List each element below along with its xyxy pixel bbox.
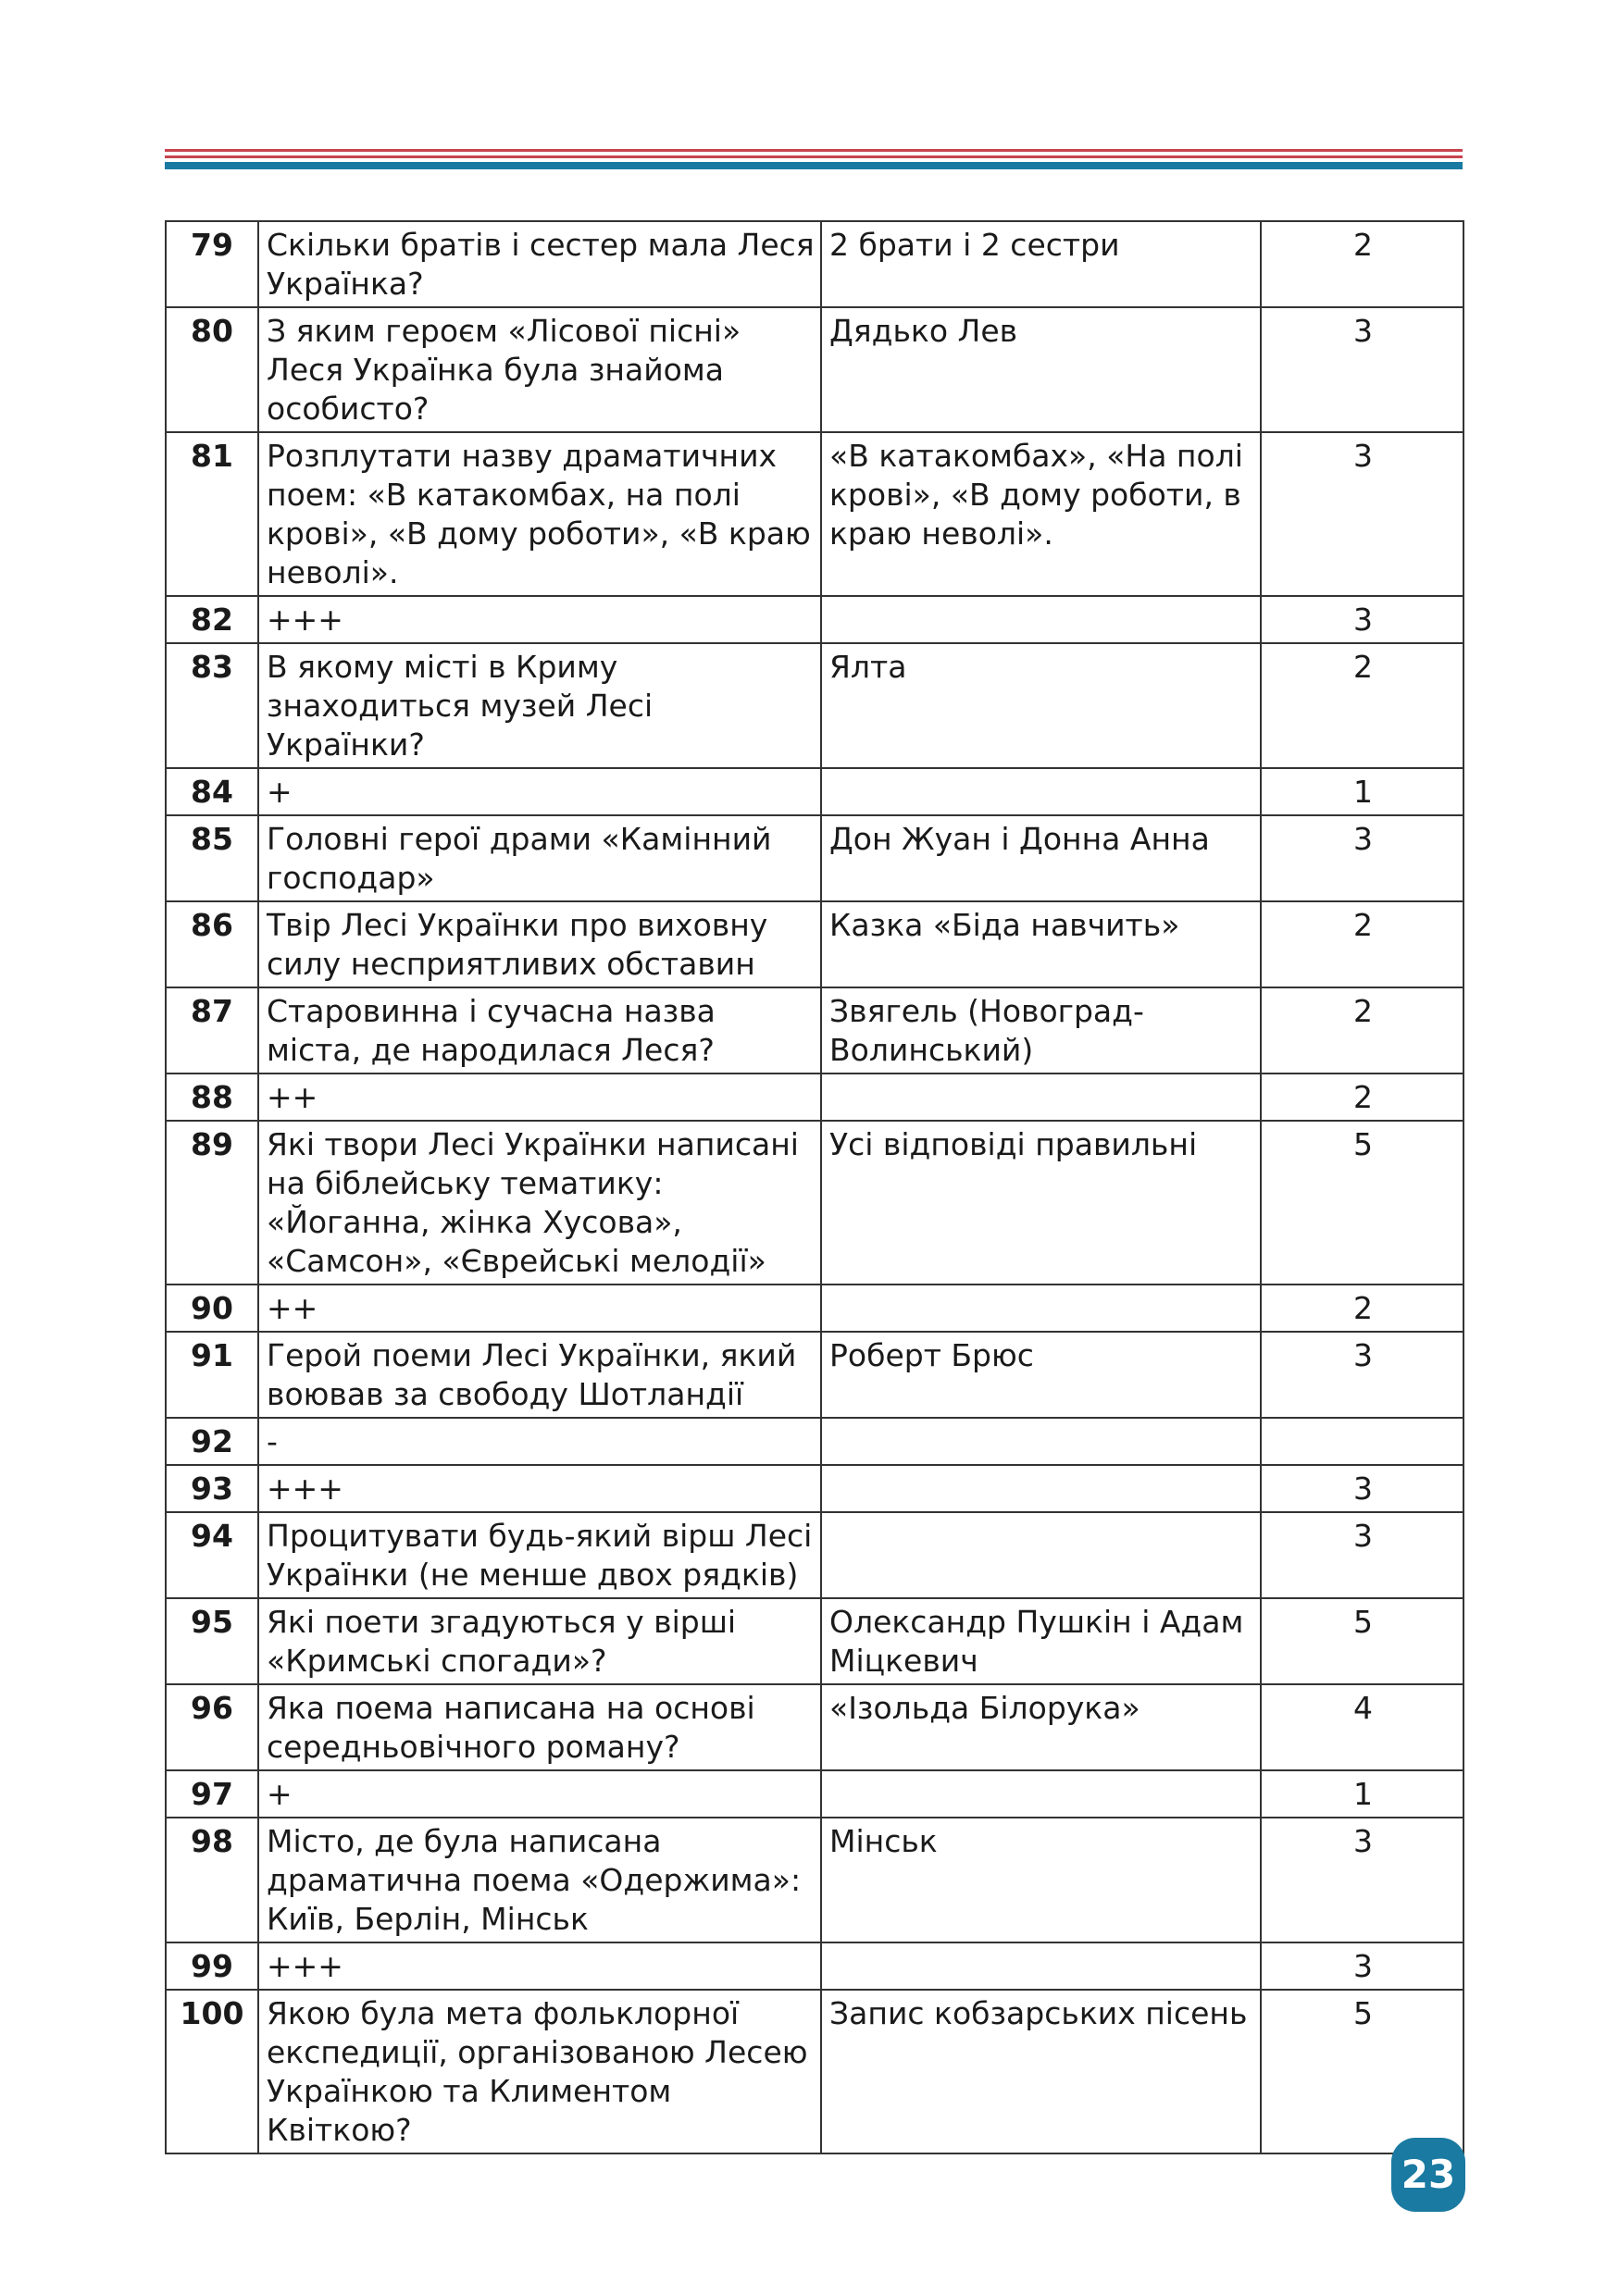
question-text: Яка поема написана на основі середньовічного роману? xyxy=(258,1684,821,1770)
question-text: +++ xyxy=(258,596,821,643)
question-text: ++ xyxy=(258,1285,821,1332)
table-row xyxy=(166,1332,1463,1418)
answer-text xyxy=(821,1770,1261,1818)
question-text: Розплутати назву драматичних поем: «В катакомбах, на полі крові», «В дому роботи», «В краю неволі». xyxy=(258,432,821,596)
question-text: +++ xyxy=(258,1942,821,1990)
answer-text: Усі відповіді правильні xyxy=(821,1121,1261,1285)
answer-text: Олександр Пушкін і Адам Міцкевич xyxy=(821,1598,1261,1684)
question-number: 97 xyxy=(166,1770,258,1818)
table-row xyxy=(166,768,1463,815)
question-number: 88 xyxy=(166,1074,258,1121)
score-value: 5 xyxy=(1261,1598,1463,1684)
answer-text xyxy=(821,1418,1261,1465)
quiz-table xyxy=(165,220,1464,2154)
question-text: Герой поеми Лесі Українки, який воював за свободу Шотландії xyxy=(258,1332,821,1418)
question-text: Процитувати будь-який вірш Лесі Українки (не менше двох рядків) xyxy=(258,1512,821,1598)
score-value: 2 xyxy=(1261,901,1463,987)
question-text: В якому місті в Криму знаходиться музей Лесі Українки? xyxy=(258,643,821,768)
score-value: 3 xyxy=(1261,1512,1463,1598)
score-value: 3 xyxy=(1261,1942,1463,1990)
answer-text xyxy=(821,1285,1261,1332)
question-number: 100 xyxy=(166,1990,258,2153)
question-number: 86 xyxy=(166,901,258,987)
answer-text xyxy=(821,768,1261,815)
score-value: 3 xyxy=(1261,596,1463,643)
question-text: + xyxy=(258,1770,821,1818)
answer-text: Дядько Лев xyxy=(821,307,1261,432)
table-row xyxy=(166,1121,1463,1285)
question-text: З яким героєм «Лісової пісні» Леся Українка була знайома особисто? xyxy=(258,307,821,432)
question-number: 85 xyxy=(166,815,258,901)
table-row xyxy=(166,643,1463,768)
question-number: 95 xyxy=(166,1598,258,1684)
table-row xyxy=(166,221,1463,307)
score-value: 5 xyxy=(1261,1121,1463,1285)
question-number: 87 xyxy=(166,987,258,1074)
question-number: 94 xyxy=(166,1512,258,1598)
question-text: Головні герої драми «Камінний господар» xyxy=(258,815,821,901)
question-text: Старовинна і сучасна назва міста, де народилася Леся? xyxy=(258,987,821,1074)
header-rule-blue xyxy=(165,162,1463,169)
question-text: Місто, де була написана драматична поема «Одержима»: Київ, Берлін, Мінськ xyxy=(258,1818,821,1942)
answer-text: «Ізольда Білорука» xyxy=(821,1684,1261,1770)
question-number: 80 xyxy=(166,307,258,432)
score-value: 2 xyxy=(1261,643,1463,768)
question-text: Твір Лесі Українки про виховну силу несприятливих обставин xyxy=(258,901,821,987)
score-value: 2 xyxy=(1261,1074,1463,1121)
score-value: 4 xyxy=(1261,1684,1463,1770)
score-value: 2 xyxy=(1261,221,1463,307)
table-row xyxy=(166,1684,1463,1770)
question-text: Скільки братів і сестер мала Леся Українка? xyxy=(258,221,821,307)
score-value: 5 xyxy=(1261,1990,1463,2153)
question-number: 89 xyxy=(166,1121,258,1285)
score-value: 3 xyxy=(1261,1332,1463,1418)
question-number: 82 xyxy=(166,596,258,643)
answer-text: 2 брати і 2 сестри xyxy=(821,221,1261,307)
answer-text: Запис кобзарських пісень xyxy=(821,1990,1261,2153)
answer-text xyxy=(821,1942,1261,1990)
question-number: 91 xyxy=(166,1332,258,1418)
table-row xyxy=(166,1990,1463,2153)
table-row xyxy=(166,987,1463,1074)
answer-text: Мінськ xyxy=(821,1818,1261,1942)
answer-text: Казка «Біда навчить» xyxy=(821,901,1261,987)
answer-text: Ялта xyxy=(821,643,1261,768)
quiz-table-body xyxy=(166,221,1463,2153)
answer-text xyxy=(821,1074,1261,1121)
score-value: 1 xyxy=(1261,768,1463,815)
score-value xyxy=(1261,1418,1463,1465)
question-number: 84 xyxy=(166,768,258,815)
question-number: 83 xyxy=(166,643,258,768)
table-row xyxy=(166,1465,1463,1512)
page-number-badge: 23 xyxy=(1391,2138,1465,2212)
answer-text xyxy=(821,1512,1261,1598)
table-row xyxy=(166,815,1463,901)
table-row xyxy=(166,1512,1463,1598)
question-text: Які поети згадуються у вірші «Кримські спогади»? xyxy=(258,1598,821,1684)
score-value: 1 xyxy=(1261,1770,1463,1818)
score-value: 2 xyxy=(1261,987,1463,1074)
question-number: 81 xyxy=(166,432,258,596)
table-row xyxy=(166,1818,1463,1942)
answer-text: Звягель (Новоград-Волинський) xyxy=(821,987,1261,1074)
table-row xyxy=(166,1074,1463,1121)
score-value: 3 xyxy=(1261,1818,1463,1942)
answer-text xyxy=(821,596,1261,643)
score-value: 3 xyxy=(1261,432,1463,596)
question-number: 93 xyxy=(166,1465,258,1512)
answer-text: «В катакомбах», «На полі крові», «В дому роботи, в краю неволі». xyxy=(821,432,1261,596)
score-value: 2 xyxy=(1261,1285,1463,1332)
question-text: ++ xyxy=(258,1074,821,1121)
table-row xyxy=(166,596,1463,643)
question-number: 98 xyxy=(166,1818,258,1942)
question-number: 96 xyxy=(166,1684,258,1770)
table-row xyxy=(166,1285,1463,1332)
answer-text xyxy=(821,1465,1261,1512)
question-number: 92 xyxy=(166,1418,258,1465)
table-row xyxy=(166,432,1463,596)
question-number: 79 xyxy=(166,221,258,307)
header-rule-red-bottom xyxy=(165,155,1463,158)
answer-text: Роберт Брюс xyxy=(821,1332,1261,1418)
table-row xyxy=(166,1598,1463,1684)
question-text: Якою була мета фольклорної експедиції, організованою Лесею Українкою та Климентом Квіткою? xyxy=(258,1990,821,2153)
question-text: + xyxy=(258,768,821,815)
question-text: - xyxy=(258,1418,821,1465)
question-number: 99 xyxy=(166,1942,258,1990)
answer-text: Дон Жуан і Донна Анна xyxy=(821,815,1261,901)
header-rule-red-top xyxy=(165,149,1463,152)
table-row xyxy=(166,1942,1463,1990)
question-text: +++ xyxy=(258,1465,821,1512)
table-row xyxy=(166,307,1463,432)
question-text: Які твори Лесі Українки написані на біблейську тематику: «Йоганна, жінка Хусова», «Самсон», «Єврейські мелодії» xyxy=(258,1121,821,1285)
table-row xyxy=(166,1418,1463,1465)
score-value: 3 xyxy=(1261,1465,1463,1512)
table-row xyxy=(166,1770,1463,1818)
question-number: 90 xyxy=(166,1285,258,1332)
score-value: 3 xyxy=(1261,307,1463,432)
table-row xyxy=(166,901,1463,987)
score-value: 3 xyxy=(1261,815,1463,901)
